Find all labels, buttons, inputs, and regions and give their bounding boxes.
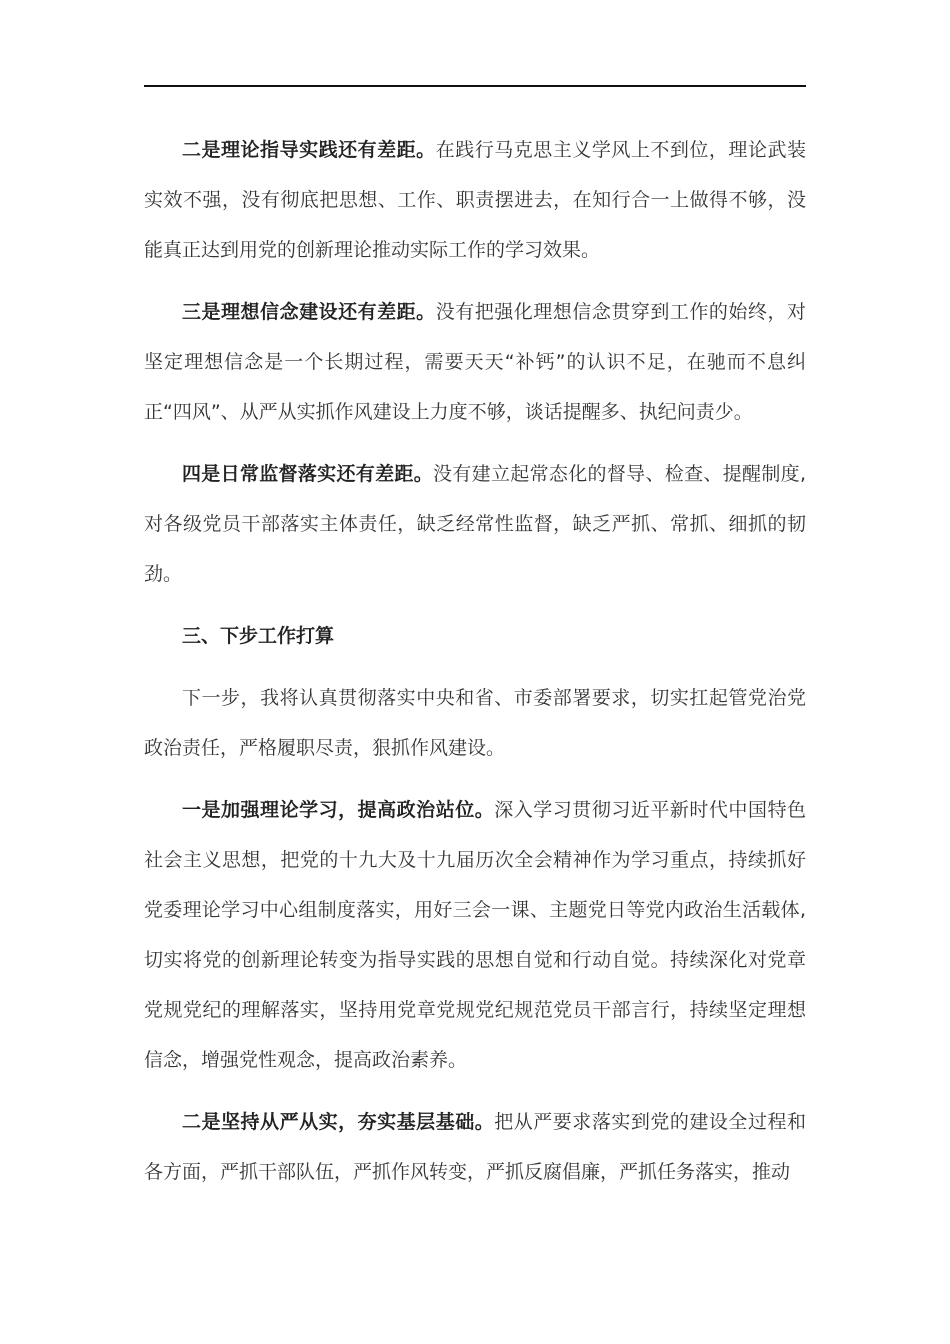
paragraph-text: 把从严要求落实到党的建设全过程和各方面，严抓干部队伍，严抓作风转变，严抓反腐倡廉，严抓任务落实，推动 (144, 1111, 806, 1183)
paragraph-text: 没有建立起常态化的督导、检查、提醒制度,对各级党员干部落实主体责任，缺乏经常性监督，缺乏严抓、常抓、细抓的韧劲。 (144, 463, 806, 585)
paragraph-lead: 三是理想信念建设还有差距。 (182, 301, 436, 323)
document-body (144, 125, 806, 1209)
section-heading-next-steps (144, 611, 806, 661)
paragraph-ideals-belief (144, 287, 806, 437)
paragraph-theory-practice (144, 125, 806, 275)
paragraph-text: 没有把强化理想信念贯穿到工作的始终，对坚定理想信念是一个长期过程，需要天天“补钙”的认识不足，在驰而不息纠正“四风”、从严从实抓作风建设上力度不够，谈话提醒多、执纪问责少。 (144, 301, 806, 423)
paragraph-strict-practical (144, 1097, 806, 1197)
paragraph-lead: 二是理论指导实践还有差距。 (182, 139, 436, 161)
paragraph-daily-supervision (144, 449, 806, 599)
header-rule (144, 85, 806, 87)
paragraph-lead: 一是加强理论学习，提高政治站位。 (182, 799, 495, 821)
paragraph-lead: 四是日常监督落实还有差距。 (182, 463, 434, 485)
paragraph-text: 在践行马克思主义学风上不到位，理论武装实效不强，没有彻底把思想、工作、职责摆进去，在知行合一上做得不够，没能真正达到用党的创新理论推动实际工作的学习效果。 (144, 139, 806, 261)
paragraph-lead: 二是坚持从严从实，夯实基层基础。 (182, 1111, 495, 1133)
paragraph-theory-study (144, 785, 806, 1085)
paragraph-text: 深入学习贯彻习近平新时代中国特色社会主义思想，把党的十九大及十九届历次全会精神作为学习重点，持续抓好党委理论学习中心组制度落实，用好三会一课、主题党日等党内政治生活载体,切实将党的创新理论转变为指导实践的思想自觉和行动自觉。持续深化对党章党规党纪的理解落实，坚持用党章党规党纪规范党员干部言行，持续坚定理想信念，增强党性观念，提高政治素养。 (144, 799, 806, 1071)
paragraph-text: 下一步，我将认真贯彻落实中央和省、市委部署要求，切实扛起管党治党政治责任，严格履职尽责，狠抓作风建设。 (144, 687, 806, 759)
section-heading-text: 三、下步工作打算 (182, 625, 335, 647)
paragraph-next-step-intro (144, 673, 806, 773)
